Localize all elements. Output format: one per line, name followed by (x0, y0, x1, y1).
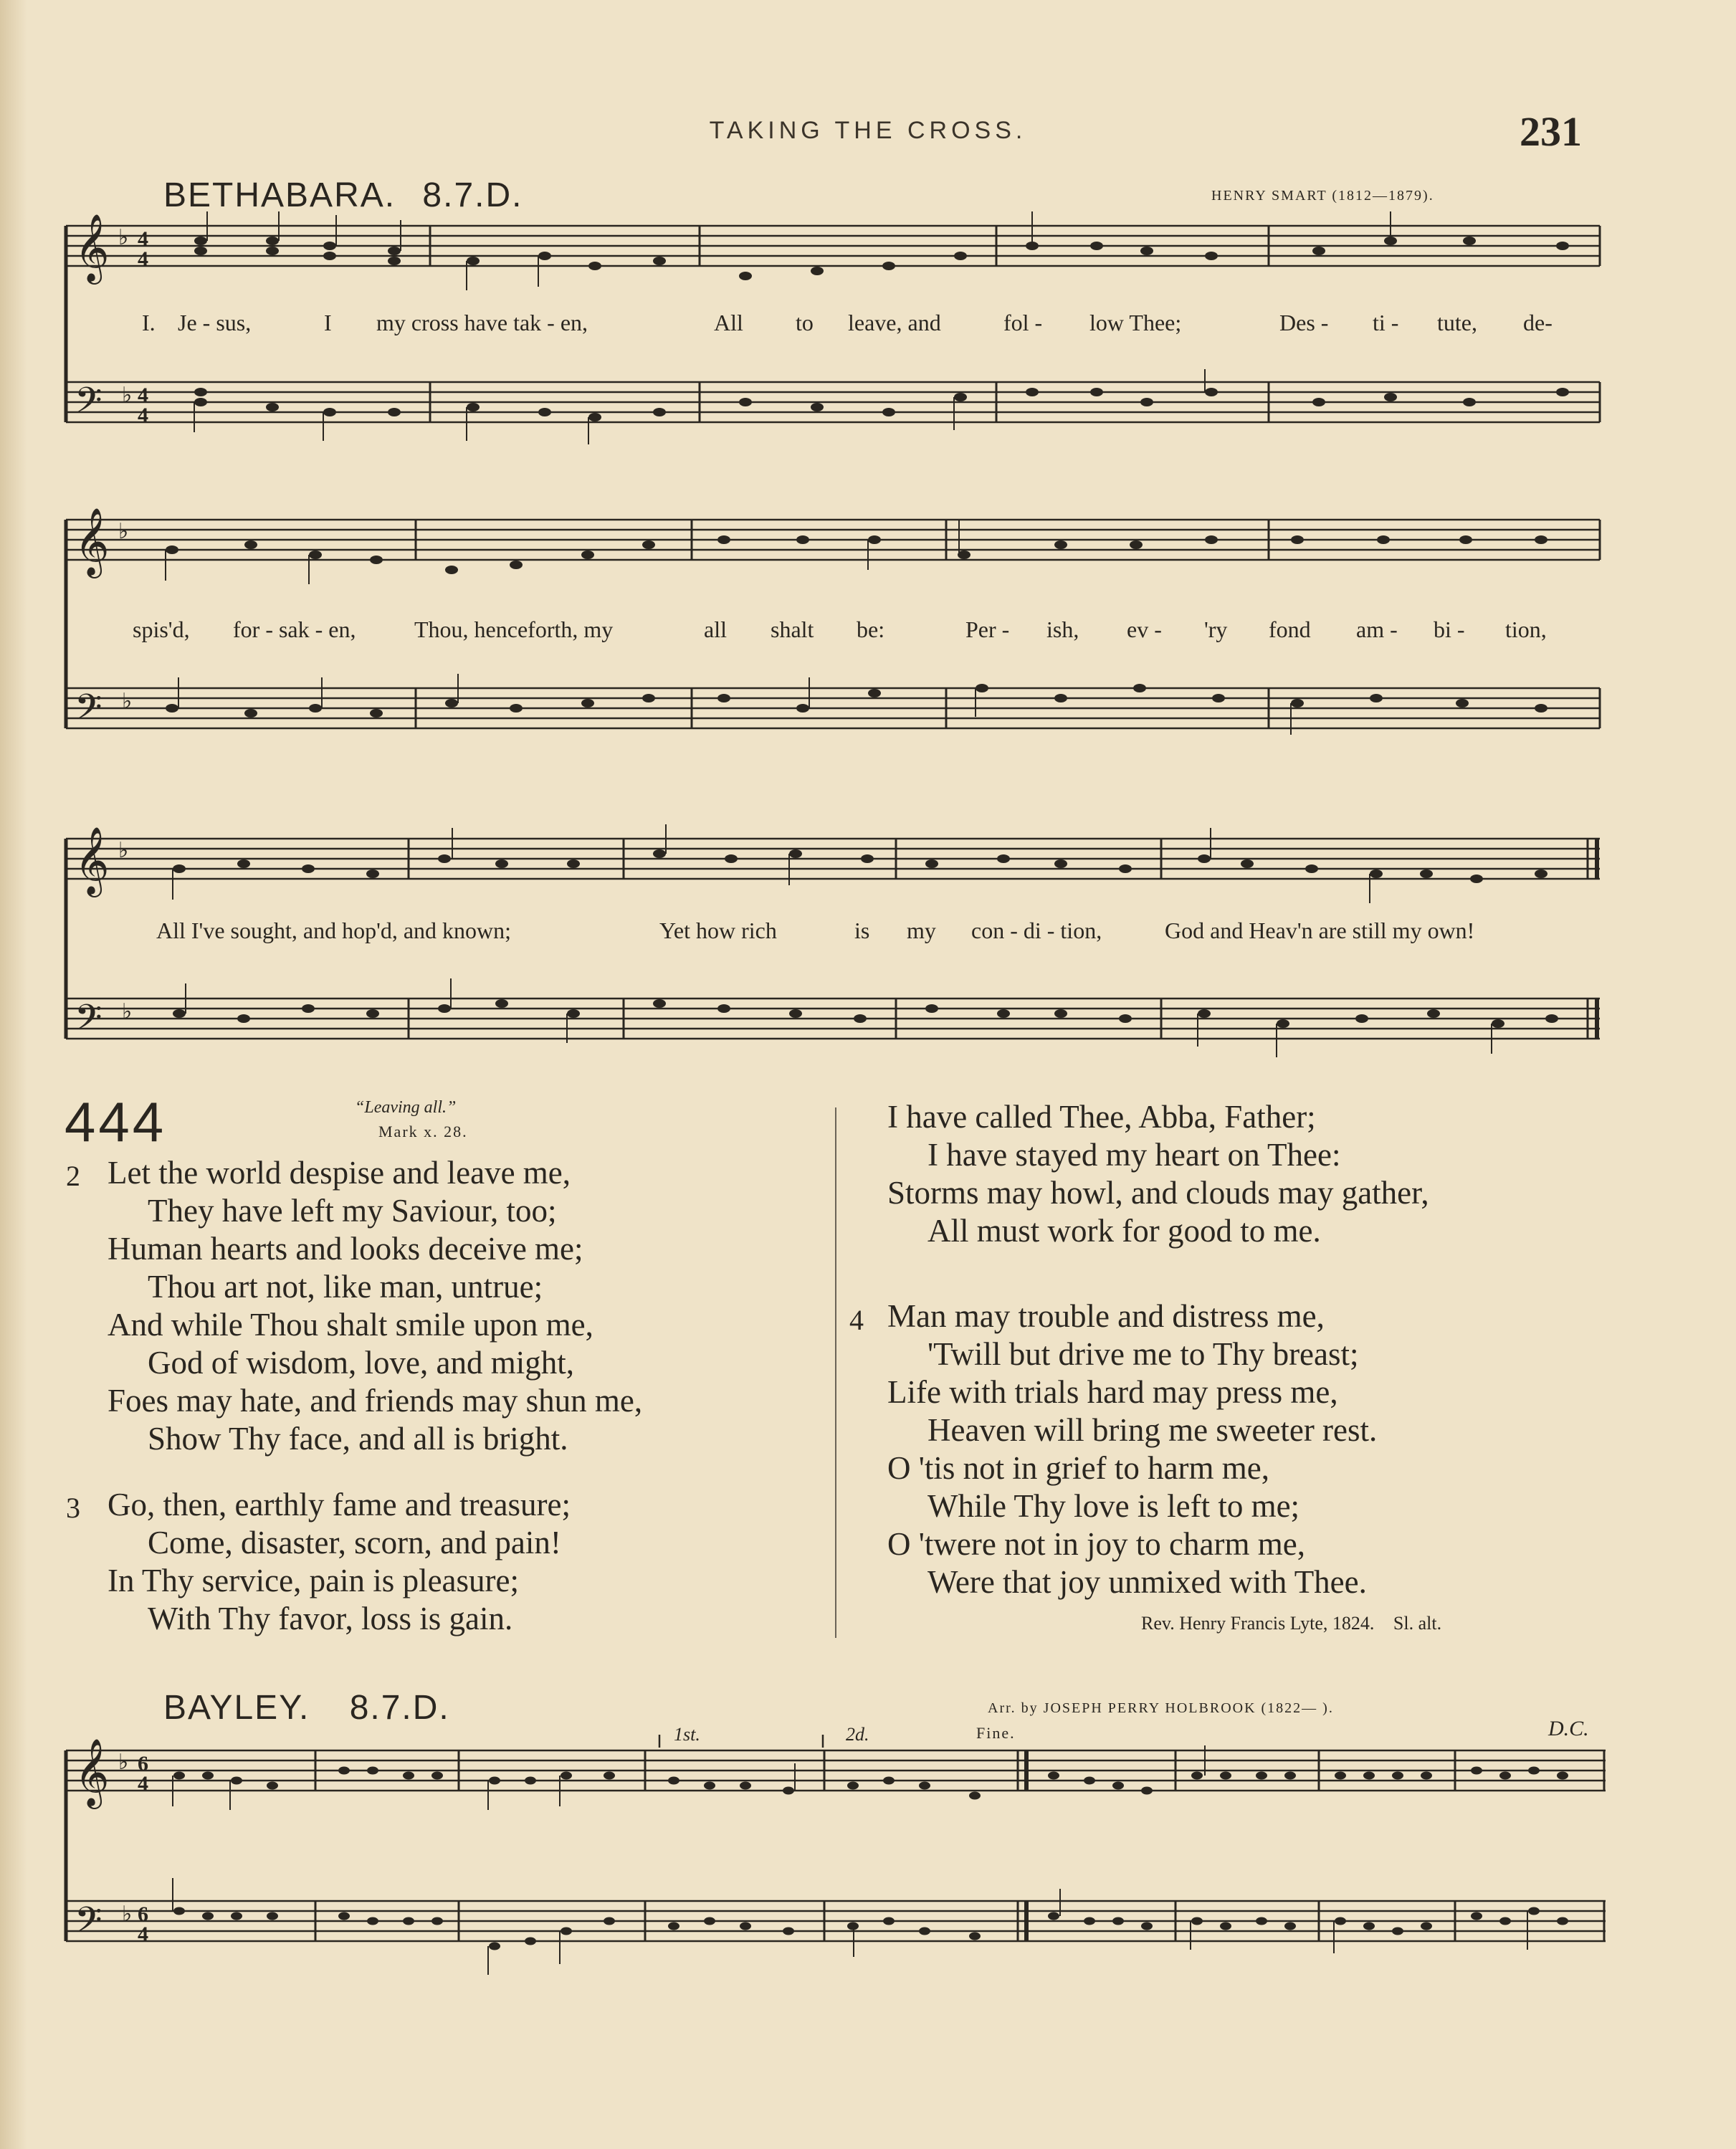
lyric-syllable: All (714, 310, 743, 335)
page-number: 231 (1520, 108, 1582, 155)
verse-line: God of wisdom, love, and might, (148, 1345, 574, 1381)
verse-line: I have stayed my heart on Thee: (927, 1137, 1341, 1173)
time-signature: 6 (138, 1752, 148, 1776)
verse-line: Show Thy face, and all is bright. (148, 1421, 568, 1457)
tune-name: BETHABARA. (163, 176, 396, 214)
fine-mark: Fine. (976, 1724, 1016, 1742)
flat-sign-icon: ♭ (122, 1902, 133, 1927)
svg-text:4: 4 (138, 1922, 148, 1946)
lyric-syllable: shalt (771, 616, 814, 642)
lyrics-line-1 (0, 310, 1736, 338)
lyric-syllable: leave, and (848, 310, 941, 335)
verse-line: Storms may howl, and clouds may gather, (887, 1175, 1429, 1211)
svg-text:4: 4 (138, 383, 148, 407)
treble-clef-icon: 𝄞 (75, 1738, 110, 1806)
verse-line: Man may trouble and distress me, (887, 1298, 1325, 1334)
svg-text:4: 4 (138, 247, 148, 271)
lyric-syllable: Je - sus, (178, 310, 252, 335)
lyric-syllable: be: (857, 616, 885, 642)
lyric-syllable: Des - (1279, 310, 1329, 335)
noteheads (173, 1767, 1568, 1950)
flat-sign-icon: ♭ (118, 519, 129, 544)
lyric-syllable: is (854, 918, 870, 943)
verse-line: And while Thou shalt smile upon me, (108, 1307, 593, 1343)
music-system-4 (0, 1735, 1736, 1978)
hymn-heading: “Leaving all.” (355, 1098, 457, 1117)
ending-brackets (659, 1735, 823, 1748)
verse-line: Come, disaster, scorn, and pain! (148, 1525, 561, 1560)
lyric-syllable: all (704, 616, 727, 642)
second-ending-mark: 2d. (846, 1724, 869, 1745)
svg-text:6: 6 (138, 1902, 148, 1926)
tune-name: BAYLEY. (163, 1689, 310, 1727)
bass-clef-icon: 𝄢 (75, 687, 102, 737)
lyric-syllable: low Thee; (1089, 310, 1182, 335)
verse-line: O 'twere not in joy to charm me, (887, 1526, 1305, 1562)
lyric-syllable: 'ry (1204, 616, 1228, 642)
column-divider (835, 1107, 836, 1638)
svg-text:4: 4 (138, 404, 148, 427)
verse-line: Thou art not, like man, untrue; (148, 1269, 543, 1305)
bass-clef-icon: 𝄢 (75, 380, 102, 430)
lyric-syllable: for - sak - en, (233, 616, 356, 642)
lyrics-line-2 (0, 616, 1736, 645)
lyric-syllable: ev - (1127, 616, 1162, 642)
lyric-syllable: tute, (1437, 310, 1477, 335)
verse-4 (887, 1297, 1377, 1601)
verse-line: Heaven will bring me sweeter rest. (927, 1412, 1378, 1448)
verse-line: Foes may hate, and friends may shun me, (108, 1383, 643, 1419)
tune-meter: 8.7.D. (349, 1689, 450, 1727)
lyric-syllable: God and Heav'n are still my own! (1165, 918, 1475, 943)
tune-composer: HENRY SMART (1812—1879). (1211, 188, 1434, 204)
bass-clef-icon: 𝄢 (75, 1900, 102, 1950)
alteration-note: Sl. alt. (1393, 1613, 1442, 1634)
treble-staff-lines (66, 226, 1600, 266)
scripture-reference: Mark x. 28. (378, 1123, 468, 1140)
tune-arranger: Arr. by JOSEPH PERRY HOLBROOK (1822— ). (988, 1700, 1334, 1716)
lyric-syllable: my cross have tak - en, (376, 310, 588, 335)
lyric-syllable: spis'd, (133, 616, 190, 642)
lyric-syllable: fol - (1003, 310, 1043, 335)
lyric-syllable: I (324, 310, 332, 335)
lyric-syllable: bi - (1434, 616, 1465, 642)
flat-sign-icon: ♭ (122, 689, 133, 714)
barlines (315, 1750, 1604, 1941)
treble-clef-icon: 𝄞 (75, 826, 110, 895)
verse-2 (108, 1154, 642, 1458)
lyric-syllable: fond (1269, 616, 1311, 642)
verse-line: Let the world despise and leave me, (108, 1155, 571, 1191)
verse-number: 3 (66, 1492, 80, 1524)
time-signature: 4 (138, 227, 148, 251)
verse-line: While Thy love is left to me; (927, 1488, 1300, 1524)
flat-sign-icon: ♭ (118, 225, 129, 250)
staff-lines (66, 1750, 1606, 1941)
verse-3-continued (887, 1098, 1429, 1250)
lyrics-line-3 (0, 918, 1736, 946)
verse-3 (108, 1486, 571, 1638)
verse-line: 'Twill but drive me to Thy breast; (927, 1336, 1359, 1372)
treble-clef-icon: 𝄞 (75, 508, 110, 576)
lyric-syllable: Thou, henceforth, my (414, 616, 614, 642)
running-title: TAKING THE CROSS. (709, 117, 1027, 144)
verse-line: With Thy favor, loss is gain. (148, 1601, 513, 1636)
flat-sign-icon: ♭ (118, 838, 129, 863)
verse-line: All must work for good to me. (927, 1213, 1321, 1249)
verse-line: They have left my Saviour, too; (148, 1193, 557, 1229)
lyric-syllable: my (907, 918, 936, 943)
lyric-syllable: I. (142, 310, 156, 335)
lyric-syllable: Per - (965, 616, 1010, 642)
svg-text:4: 4 (138, 1772, 148, 1796)
lyric-syllable: con - di - tion, (971, 918, 1102, 943)
music-system-3 (0, 817, 1736, 1075)
lyric-syllable: am - (1356, 616, 1398, 642)
tune-meter: 8.7.D. (422, 176, 523, 214)
verse-line: In Thy service, pain is pleasure; (108, 1563, 519, 1598)
verse-number: 2 (66, 1160, 80, 1192)
flat-sign-icon: ♭ (122, 383, 133, 408)
author-name: Rev. Henry Francis Lyte, 1824. (1141, 1613, 1375, 1634)
verse-line: Human hearts and looks deceive me; (108, 1231, 583, 1267)
da-capo-mark: D.C. (1548, 1717, 1589, 1740)
flat-sign-icon: ♭ (122, 999, 133, 1024)
lyric-syllable: ti - (1373, 310, 1399, 335)
verse-number: 4 (849, 1304, 864, 1336)
lyric-syllable: de- (1523, 310, 1553, 335)
treble-clef-icon: 𝄞 (75, 214, 110, 282)
lyric-syllable: ish, (1046, 616, 1079, 642)
verse-line: Life with trials hard may press me, (887, 1374, 1338, 1410)
hymn-author (1141, 1613, 1441, 1634)
lyric-syllable: tion, (1505, 616, 1547, 642)
bass-staff-lines (66, 382, 1600, 422)
lyric-syllable: Yet how rich (659, 918, 777, 943)
first-ending-mark: 1st. (674, 1724, 700, 1745)
verse-line: Were that joy unmixed with Thee. (927, 1564, 1367, 1600)
lyric-syllable: All I've sought, and hop'd, and known; (156, 918, 512, 943)
tune-name-bayley (163, 1688, 450, 1728)
flat-sign-icon: ♭ (118, 1750, 129, 1775)
lyric-syllable: to (796, 310, 814, 335)
bass-clef-icon: 𝄢 (75, 997, 102, 1047)
hymn-number: 444 (65, 1090, 167, 1153)
verse-line: O 'tis not in grief to harm me, (887, 1450, 1270, 1486)
verse-line: Go, then, earthly fame and treasure; (108, 1487, 571, 1523)
verse-line: I have called Thee, Abba, Father; (887, 1099, 1316, 1135)
